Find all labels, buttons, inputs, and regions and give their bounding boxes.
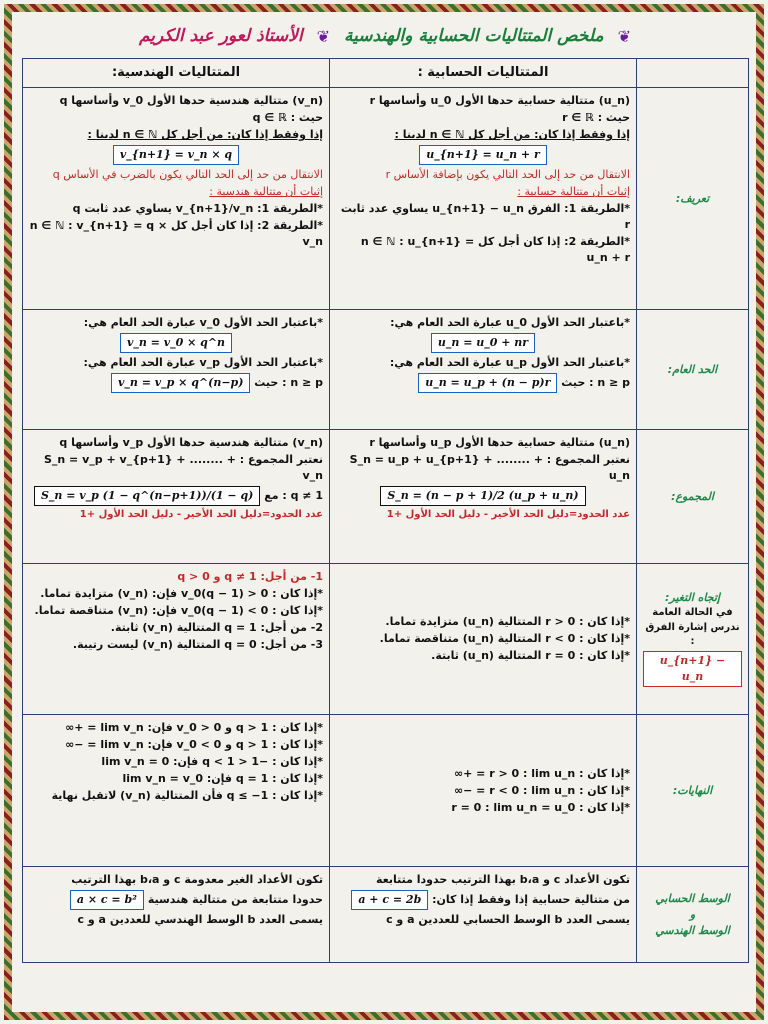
limits-geom-cell [23,714,330,867]
definition-geom-line: إثبات أن متتالية هندسية : [209,185,323,199]
means-label-arith: الوسط الحسابي [655,891,730,905]
page-title: ملخص المتتاليات الحسابية والهندسية [343,26,604,46]
sum-row [23,430,749,564]
variation-geom-cell [23,564,330,714]
sum-geom-note: عدد الحدود=دليل الحد الأخير - دليل الحد الأول +1 [79,508,323,520]
sum-arith-note: عدد الحدود=دليل الحد الأخير - دليل الحد الأول +1 [386,508,630,520]
variation-label: إتجاه التغير: [665,591,720,605]
limits-geom-line: *إذا كان : q ≤ −1 فأن المتتالية (v_n) لاتقبل نهاية [51,788,323,802]
ornament-icon: ❦ [617,26,632,46]
general-term-arith-line: *باعتبار الحد الأول u_p عبارة الحد العام هي: [389,356,630,370]
general-term-label: الحد العام: [637,310,749,430]
means-geom-line [29,889,323,911]
sum-geom-line: (v_n) متتالية هندسية حدها الأول v_p وأساسها q [59,436,323,450]
variation-geom-case-1: 1- من أجل: q ≠ 1 و q > 0 [177,570,323,584]
sum-geom-formula: S_n = v_p (1 − q^(n−p+1))/(1 − q) [34,486,260,506]
sum-label: المجموع: [637,430,749,564]
table-header-row [23,59,749,88]
variation-sublabel-box: u_{n+1} − u_n [643,651,742,687]
general-term-arith-condition: n ≥ p : حيث [561,375,630,389]
definition-arith-method-2: *الطريقة 2: إذا كان أجل كل n ∈ ℕ : u_{n+1} = u_n + r [360,234,630,264]
means-arith-formula: a + c = 2b [351,890,428,910]
sum-geom-line: نعتبر المجموع : S_n = v_p + v_{p+1} + ........ + v_n [43,453,323,483]
general-term-row [23,310,749,430]
limits-arith-line: *إذا كان : r = 0 : lim u_n = u_0 [451,800,630,814]
limits-arith-cell [330,714,637,867]
sum-arith-line: نعتبر المجموع : S_n = u_p + u_{p+1} + ........ + u_n [349,453,630,483]
limits-geom-line: *إذا كان : q > 1 و v_0 > 0 فإن: lim v_n = +∞ [65,720,323,734]
definition-arith-line: الانتقال من حد إلى الحد التالي يكون بإضافة الأساس r [385,168,630,182]
general-term-geom-condition: n ≥ p : حيث [254,375,323,389]
means-label-geom: الوسط الهندسي [655,923,730,937]
general-term-geom-line [29,372,323,394]
variation-arith-line: *إذا كان : r < 0 المتتالية (u_n) متناقصة تماما. [379,632,630,646]
general-term-geom-formula-1: v_n = v_0 × q^n [120,333,232,353]
variation-geom-line: *إذا كان : v_0(q − 1) > 0 فإن: (v_n) متزايدة تماما. [40,587,323,601]
variation-geom-case-2: 2- من أجل: q = 1 المتتالية (v_n) ثابتة. [110,621,323,635]
sum-arith-formula: S_n = (n − p + 1)/2 (u_p + u_n) [380,486,585,506]
means-geom-cell [23,867,330,963]
sum-geom-line [29,485,323,507]
definition-geom-cell [23,88,330,310]
means-arith-cell [330,867,637,963]
variation-row [23,564,749,714]
definition-arith-line: إذا وفقط إذا كان: من أجل كل n ∈ ℕ لدينا : [394,128,630,142]
general-term-arith-line [336,372,630,394]
definition-geom-line: حيث : q ∈ ℝ [252,111,323,125]
geometric-column-header: المتتاليات الهندسية: [23,59,330,88]
definition-geom-method-2: *الطريقة 2: إذا كان أجل كل n ∈ ℕ : v_{n+1} = q × v_n [29,219,323,248]
definition-row [23,88,749,310]
ornament-icon: ❦ [316,26,330,46]
means-arith-line [336,889,630,911]
definition-geom-line: (v_n) متتالية هندسية حدها الأول v_0 وأساسها q [59,94,323,108]
limits-row [23,714,749,867]
general-term-geom-formula-2: v_n = v_p × q^(n−p) [111,373,250,393]
variation-arith-line: *إذا كان : r > 0 المتتالية (u_n) متزايدة تماما. [385,615,630,629]
means-row [23,867,749,963]
general-term-arith-line: *باعتبار الحد الأول u_0 عبارة الحد العام هي: [390,316,630,330]
means-label-cell [637,867,749,963]
definition-arith-line: إثبات أن متتالية حسابية : [517,185,630,199]
definition-geom-method-1: *الطريقة 1: v_{n+1}/v_n يساوي عدد ثابت q [72,202,323,216]
definition-arith-line: حيث : r ∈ ℝ [562,111,630,125]
definition-geom-line: الانتقال من حد إلى الحد التالي يكون بالضرب في الأساس q [52,168,323,182]
means-label-and: و [689,907,696,921]
general-term-geom-cell [23,310,330,430]
general-term-arith-cell [330,310,637,430]
arithmetic-column-header: المتتاليات الحسابية : [330,59,637,88]
sum-geom-condition: q ≠ 1 : مع [264,488,323,502]
page-header [40,18,730,54]
definition-arith-line: (u_n) متتالية حسابية حدها الأول u_0 وأساسها r [369,94,630,108]
variation-sublabel-2: ندرس إشارة الفرق : [645,621,740,648]
limits-arith-line: *إذا كان : r < 0 : lim u_n = −∞ [453,783,630,797]
general-term-geom-line: *باعتبار الحد الأول v_p عبارة الحد العام هي: [83,356,323,370]
means-geom-condition: حدودا متتابعة من متتالية هندسية [147,893,323,907]
means-geom-line: يسمى العدد b الوسط الهندسي للعددين a و c [77,913,323,927]
sum-geom-cell [23,430,330,564]
limits-geom-line: *إذا كان : −1 < q < 1 فإن: lim v_n = 0 [101,754,323,768]
means-arith-line: تكون الأعداد c و b،a بهذا الترتيب حدودا متتابعة [375,873,630,887]
variation-sublabel-1: في الحالة العامة [652,607,733,619]
sum-arith-cell [330,430,637,564]
definition-geom-formula: v_{n+1} = v_n × q [113,145,239,165]
limits-arith-line: *إذا كان : r > 0 : lim u_n = +∞ [453,766,630,780]
variation-label-cell [637,564,749,714]
general-term-arith-formula-1: u_n = u_0 + nr [431,333,535,353]
means-arith-condition: من متتالية حسابية إذا وفقط إذا كان: [432,893,630,907]
variation-geom-case-3: 3- من أجل: q = 0 المتتالية (v_n) ليست رتيبة. [72,638,323,652]
definition-arith-formula: u_{n+1} = u_n + r [419,145,547,165]
limits-label: النهايات: [637,714,749,867]
summary-table [22,58,749,963]
means-geom-formula: a × c = b² [70,890,144,910]
sum-arith-line: (u_n) متتالية حسابية حدها الأول u_p وأساسها r [369,436,630,450]
definition-geom-line: إذا وفقط إذا كان: من أجل كل n ∈ ℕ لدينا : [87,128,323,142]
means-geom-line: تكون الأعداد الغير معدومة c و b،a بهذا الترتيب [71,873,323,887]
author-name: الأستاذ لعور عبد الكريم [138,26,303,46]
variation-arith-line: *إذا كان : r = 0 المتتالية (u_n) ثابتة. [431,649,630,663]
definition-label: تعريف: [637,88,749,310]
means-arith-line: يسمى العدد b الوسط الحسابي للعددين a و c [386,913,630,927]
definition-arith-cell [330,88,637,310]
definition-arith-method-1: *الطريقة 1: الفرق u_{n+1} − u_n يساوي عدد ثابت r [340,202,630,232]
label-column-header [637,59,749,88]
variation-geom-line: *إذا كان : v_0(q − 1) < 0 فإن: (v_n) متناقصة تماما. [34,604,323,618]
general-term-geom-line: *باعتبار الحد الأول v_0 عبارة الحد العام هي: [83,316,323,330]
limits-geom-line: *إذا كان : q > 1 و v_0 < 0 فإن: lim v_n = −∞ [65,737,323,751]
variation-arith-cell [330,564,637,714]
general-term-arith-formula-2: u_n = u_p + (n − p)r [418,373,557,393]
limits-geom-line: *إذا كان : q = 1 فإن: lim v_n = v_0 [122,771,323,785]
